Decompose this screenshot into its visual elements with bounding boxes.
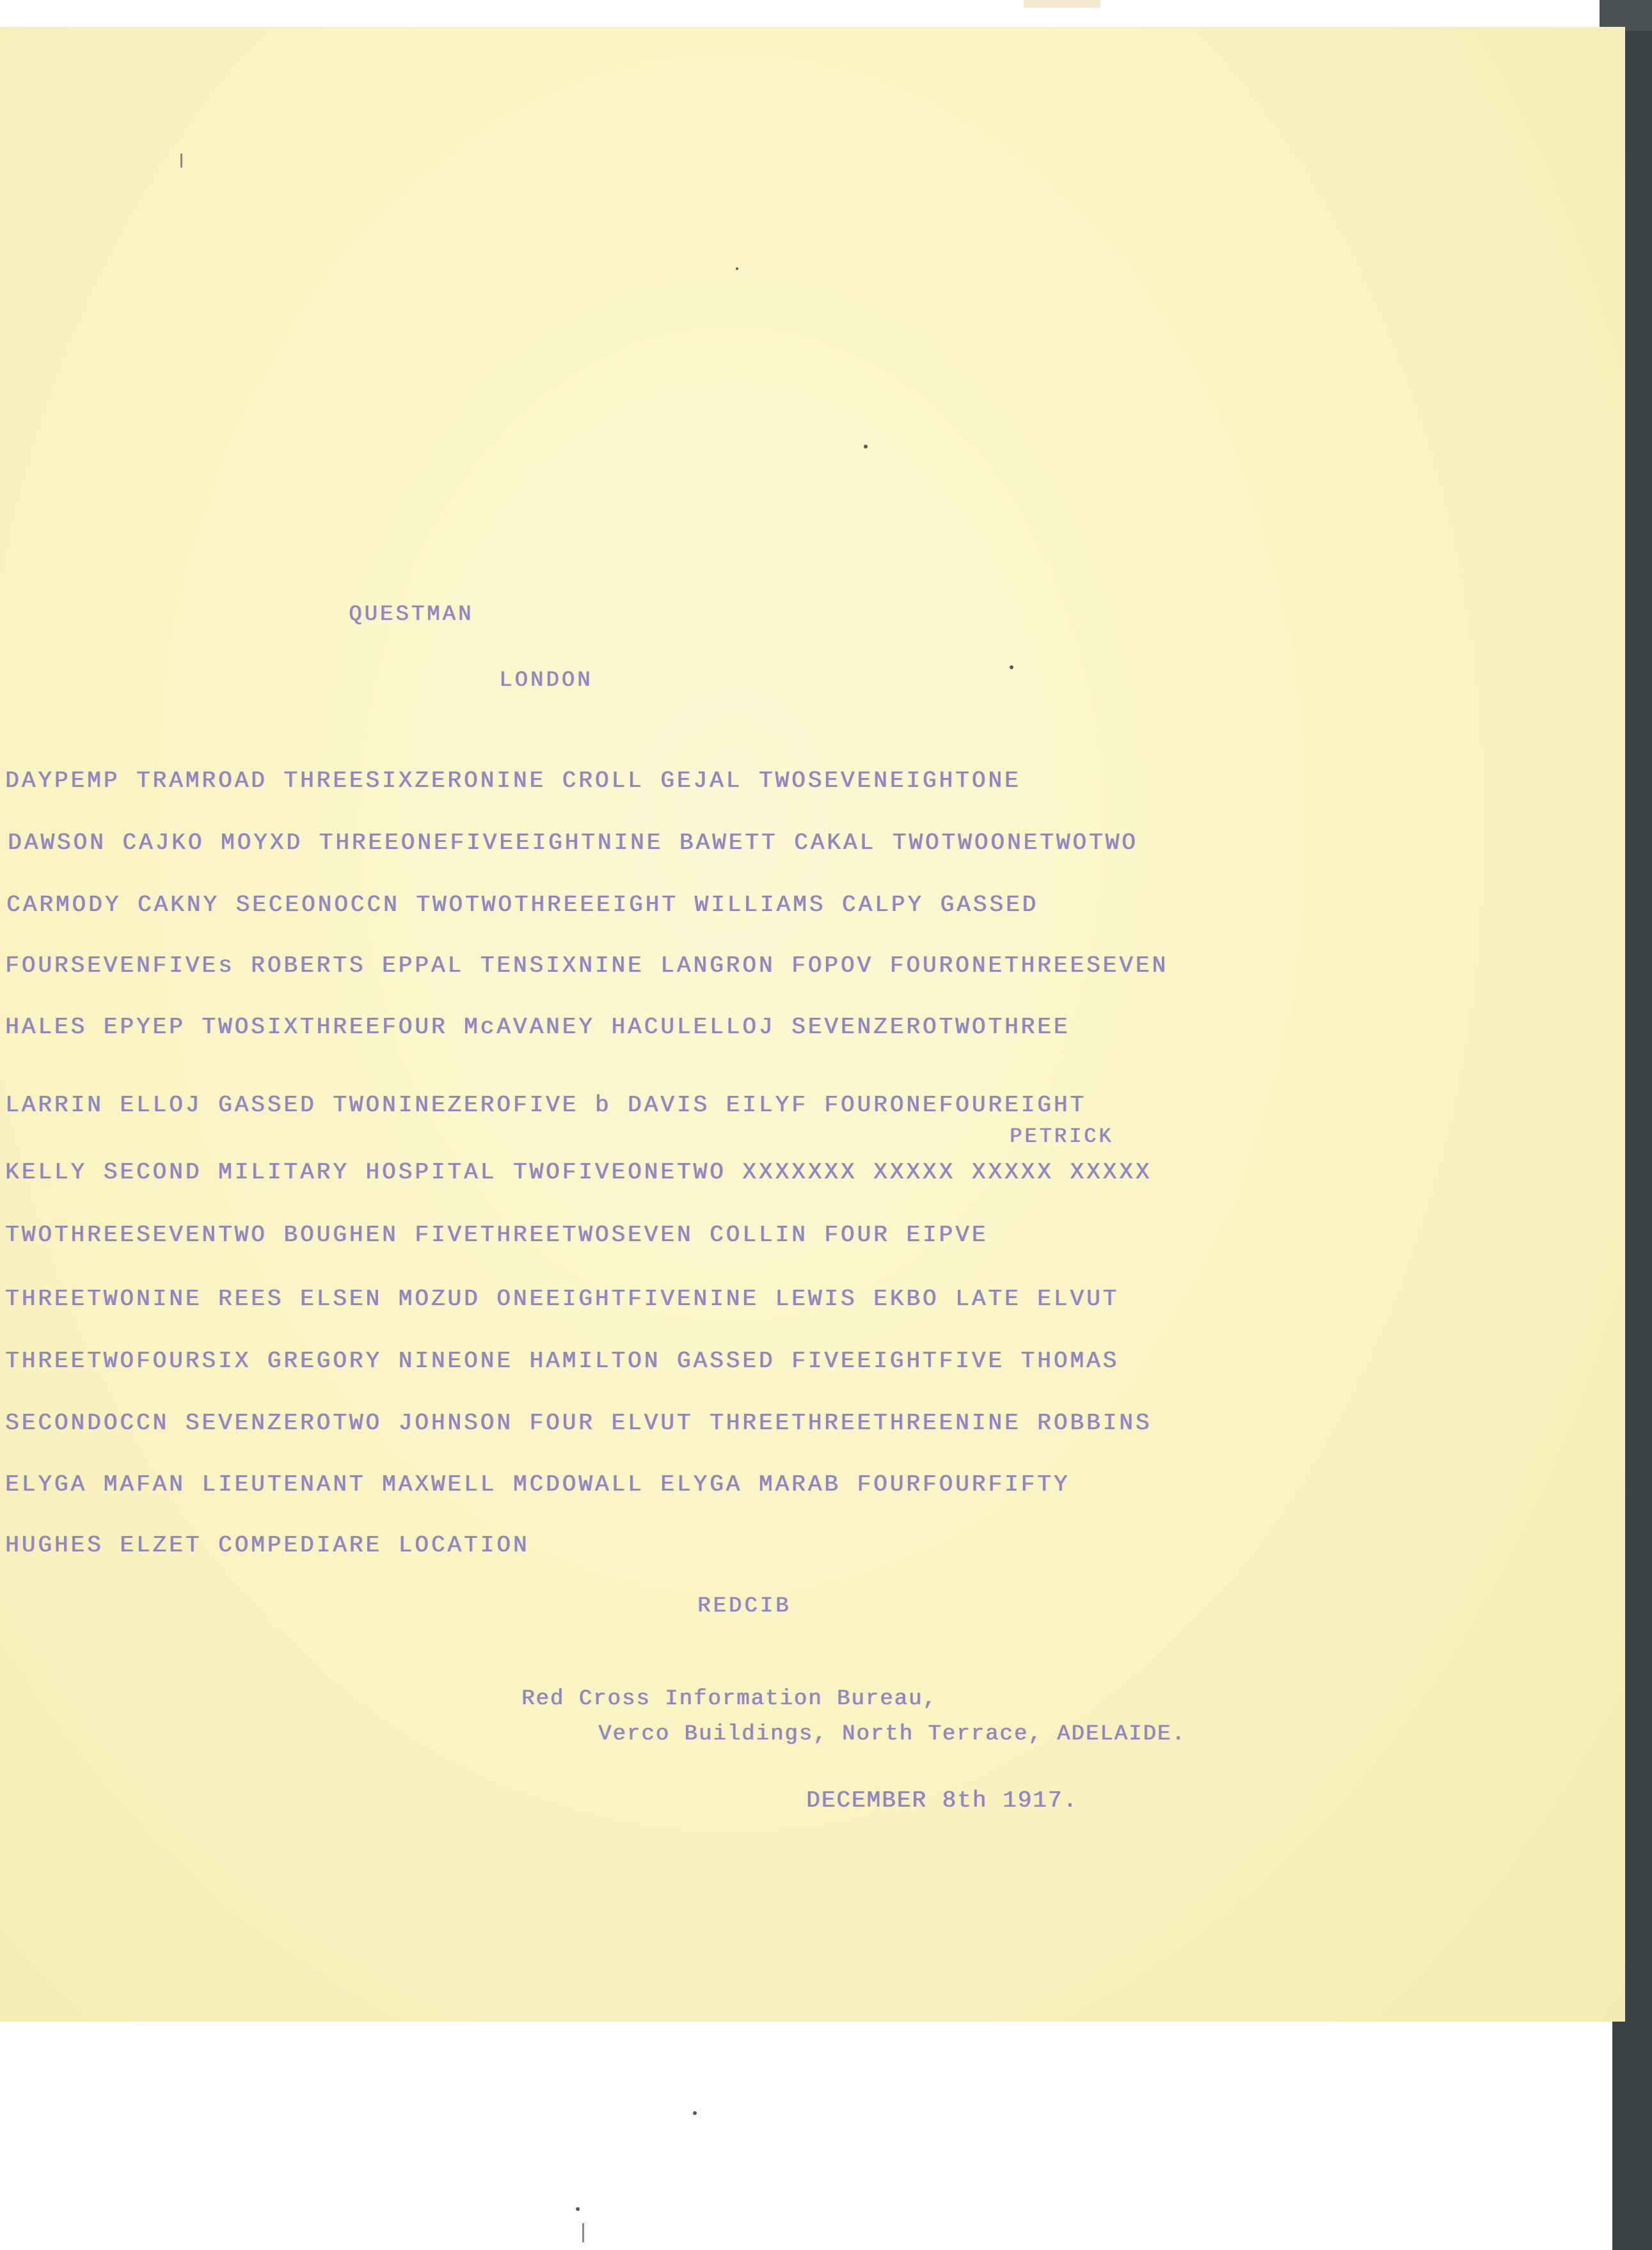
message-line: THREETWONINE REES ELSEN MOZUD ONEEIGHTFIVENINE LEWIS EKBO LATE ELVUT (5, 1286, 1120, 1312)
message-line: TWOTHREESEVENTWO BOUGHEN FIVETHREETWOSEVEN COLLIN FOUR EIPVE (5, 1222, 989, 1248)
message-line: THREETWOFOURSIX GREGORY NINEONE HAMILTON GASSED FIVEEIGHTFIVE THOMAS (5, 1348, 1120, 1374)
message-line: DAYPEMP TRAMROAD THREESIXZERONINE CROLL GEJAL TWOSEVENEIGHTONE (5, 768, 1021, 794)
interlinear-note: PETRICK (1010, 1125, 1114, 1148)
address-line-1: Red Cross Information Bureau, (521, 1687, 937, 1711)
scanner-edge-top (1600, 0, 1652, 31)
address-line-2: Verco Buildings, North Terrace, ADELAIDE. (598, 1722, 1186, 1747)
telegram-sheet (0, 27, 1625, 2022)
message-line: ELYGA MAFAN LIEUTENANT MAXWELL MCDOWALL ELYGA MARAB FOURFOURFIFTY (5, 1471, 1070, 1498)
scan-speck (576, 2207, 580, 2211)
message-line: CARMODY CAKNY SECEONOCCN TWOTWOTHREEEIGHT WILLIAMS CALPY GASSED (6, 892, 1039, 918)
scan-speck (1010, 665, 1013, 669)
city: LONDON (499, 669, 593, 693)
sign-off: REDCIB (697, 1594, 791, 1619)
message-line: SECONDOCCN SEVENZEROTWO JOHNSON FOUR ELVUT THREETHREETHREENINE ROBBINS (5, 1410, 1152, 1436)
message-line: HUGHES ELZET COMPEDIARE LOCATION (5, 1532, 530, 1558)
message-line: FOURSEVENFIVEs ROBERTS EPPAL TENSIXNINE LANGRON FOPOV FOURONETHREESEVEN (5, 953, 1168, 979)
scan-speck (864, 445, 868, 448)
scan-speck (736, 267, 738, 270)
message-line: DAWSON CAJKO MOYXD THREEONEFIVEEIGHTNINE BAWETT CAKAL TWOTWOONETWOTWO (8, 830, 1138, 856)
date-line: DECEMBER 8th 1917. (806, 1787, 1078, 1814)
message-line: HALES EPYEP TWOSIXTHREEFOUR McAVANEY HACULELLOJ SEVENZEROTWOTHREE (5, 1014, 1070, 1040)
scan-speck (693, 2111, 697, 2115)
page-smudge (1024, 0, 1100, 8)
scan-mark (582, 2223, 584, 2242)
scan-mark (180, 154, 182, 168)
addressee: QUESTMAN (349, 603, 474, 627)
message-line: KELLY SECOND MILITARY HOSPITAL TWOFIVEONETWO XXXXXXX XXXXX XXXXX XXXXX (5, 1159, 1152, 1185)
message-line: LARRIN ELLOJ GASSED TWONINEZEROFIVE b DAVIS EILYF FOURONEFOUREIGHT (5, 1092, 1086, 1118)
